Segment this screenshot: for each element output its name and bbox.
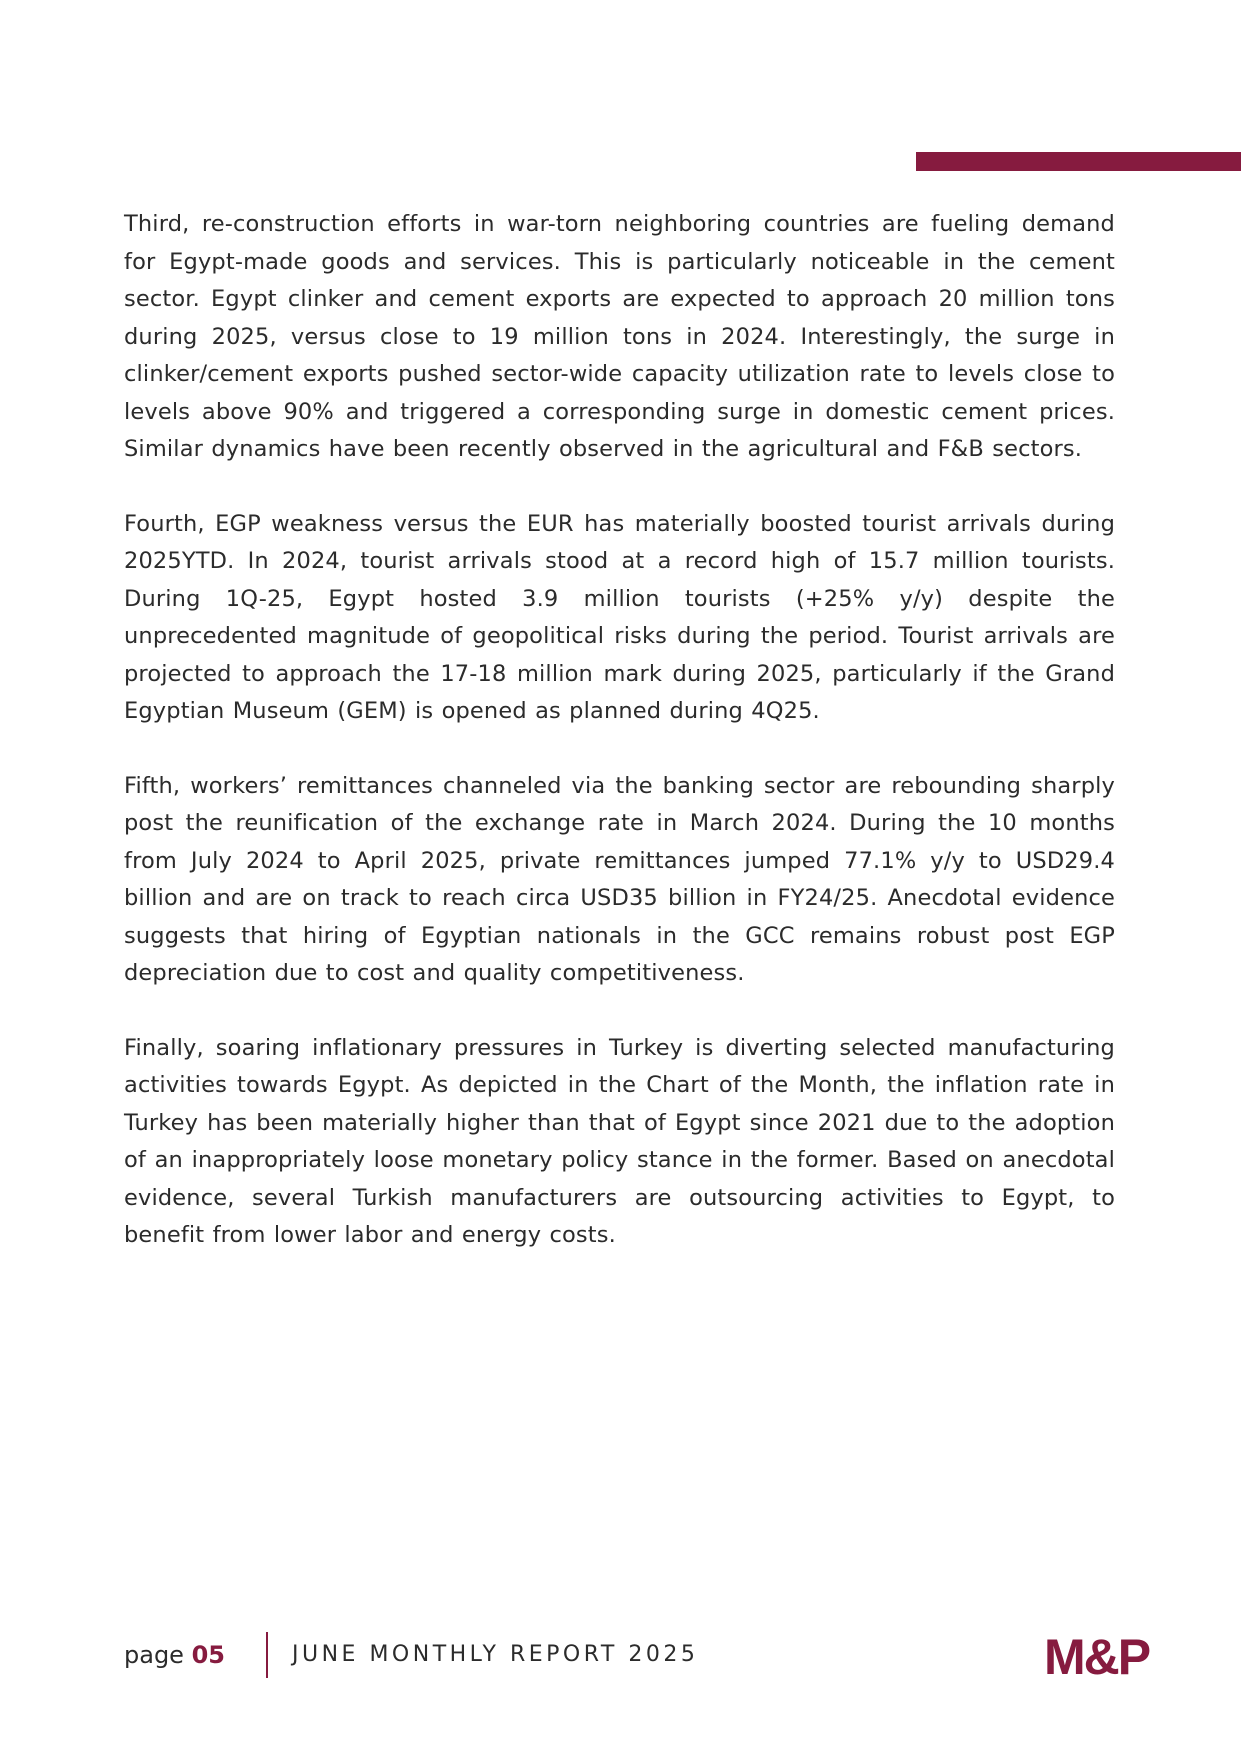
header-accent-bar [916, 152, 1241, 171]
footer-divider [266, 1632, 268, 1678]
page-number: 05 [191, 1641, 225, 1669]
paragraph-fifth: Fifth, workers’ remittances channeled via the banking sector are rebounding sharply post the reunification of the exchange rate in March 2024. During the 10 months from July 2024 to April 2025, private remittances jumped 77.1% y/y to USD29.4 billion and are on track to reach circa USD35 billion in FY24/25. Anecdotal evidence suggests that hiring of Egyptian nationals in the GCC remains robust post EGP depreciation due to cost and quality competitiveness. [124, 772, 1115, 986]
body-content [124, 206, 1115, 1292]
report-title: JUNE MONTHLY REPORT 2025 [292, 1642, 699, 1667]
paragraph-fourth: Fourth, EGP weakness versus the EUR has materially boosted tourist arrivals during 2025YTD. In 2024, tourist arrivals stood at a record high of 15.7 million tourists. During 1Q-25, Egypt hosted 3.9 million tourists (+25% y/y) despite the unprecedented magnitude of geopolitical risks during the period. Tourist arrivals are projected to approach the 17-18 million mark during 2025, particularly if the Grand Egyptian Museum (GEM) is opened as planned during 4Q25. [124, 510, 1115, 724]
company-logo: M&P [1044, 1629, 1150, 1685]
paragraph-finally: Finally, soaring inflationary pressures in Turkey is diverting selected manufacturing activities towards Egypt. As depicted in the Chart of the Month, the inflation rate in Turkey has been materially higher than that of Egypt since 2021 due to the adoption of an inappropriately loose monetary policy stance in the former. Based on anecdotal evidence, several Turkish manufacturers are outsourcing activities to Egypt, to benefit from lower labor and energy costs. [124, 1034, 1115, 1248]
page-footer [124, 1629, 1194, 1685]
page-number-label [124, 1640, 225, 1670]
paragraph-third: Third, re-construction efforts in war-torn neighboring countries are fueling demand for Egypt-made goods and services. This is particularly noticeable in the cement sector. Egypt clinker and cement exports are expected to approach 20 million tons during 2025, versus close to 19 million tons in 2024. Interestingly, the surge in clinker/cement exports pushed sector-wide capacity utilization rate to levels close to levels above 90% and triggered a corresponding surge in domestic cement prices. Similar dynamics have been recently observed in the agricultural and F&B sectors. [124, 211, 1115, 462]
page-prefix: page [124, 1641, 184, 1669]
